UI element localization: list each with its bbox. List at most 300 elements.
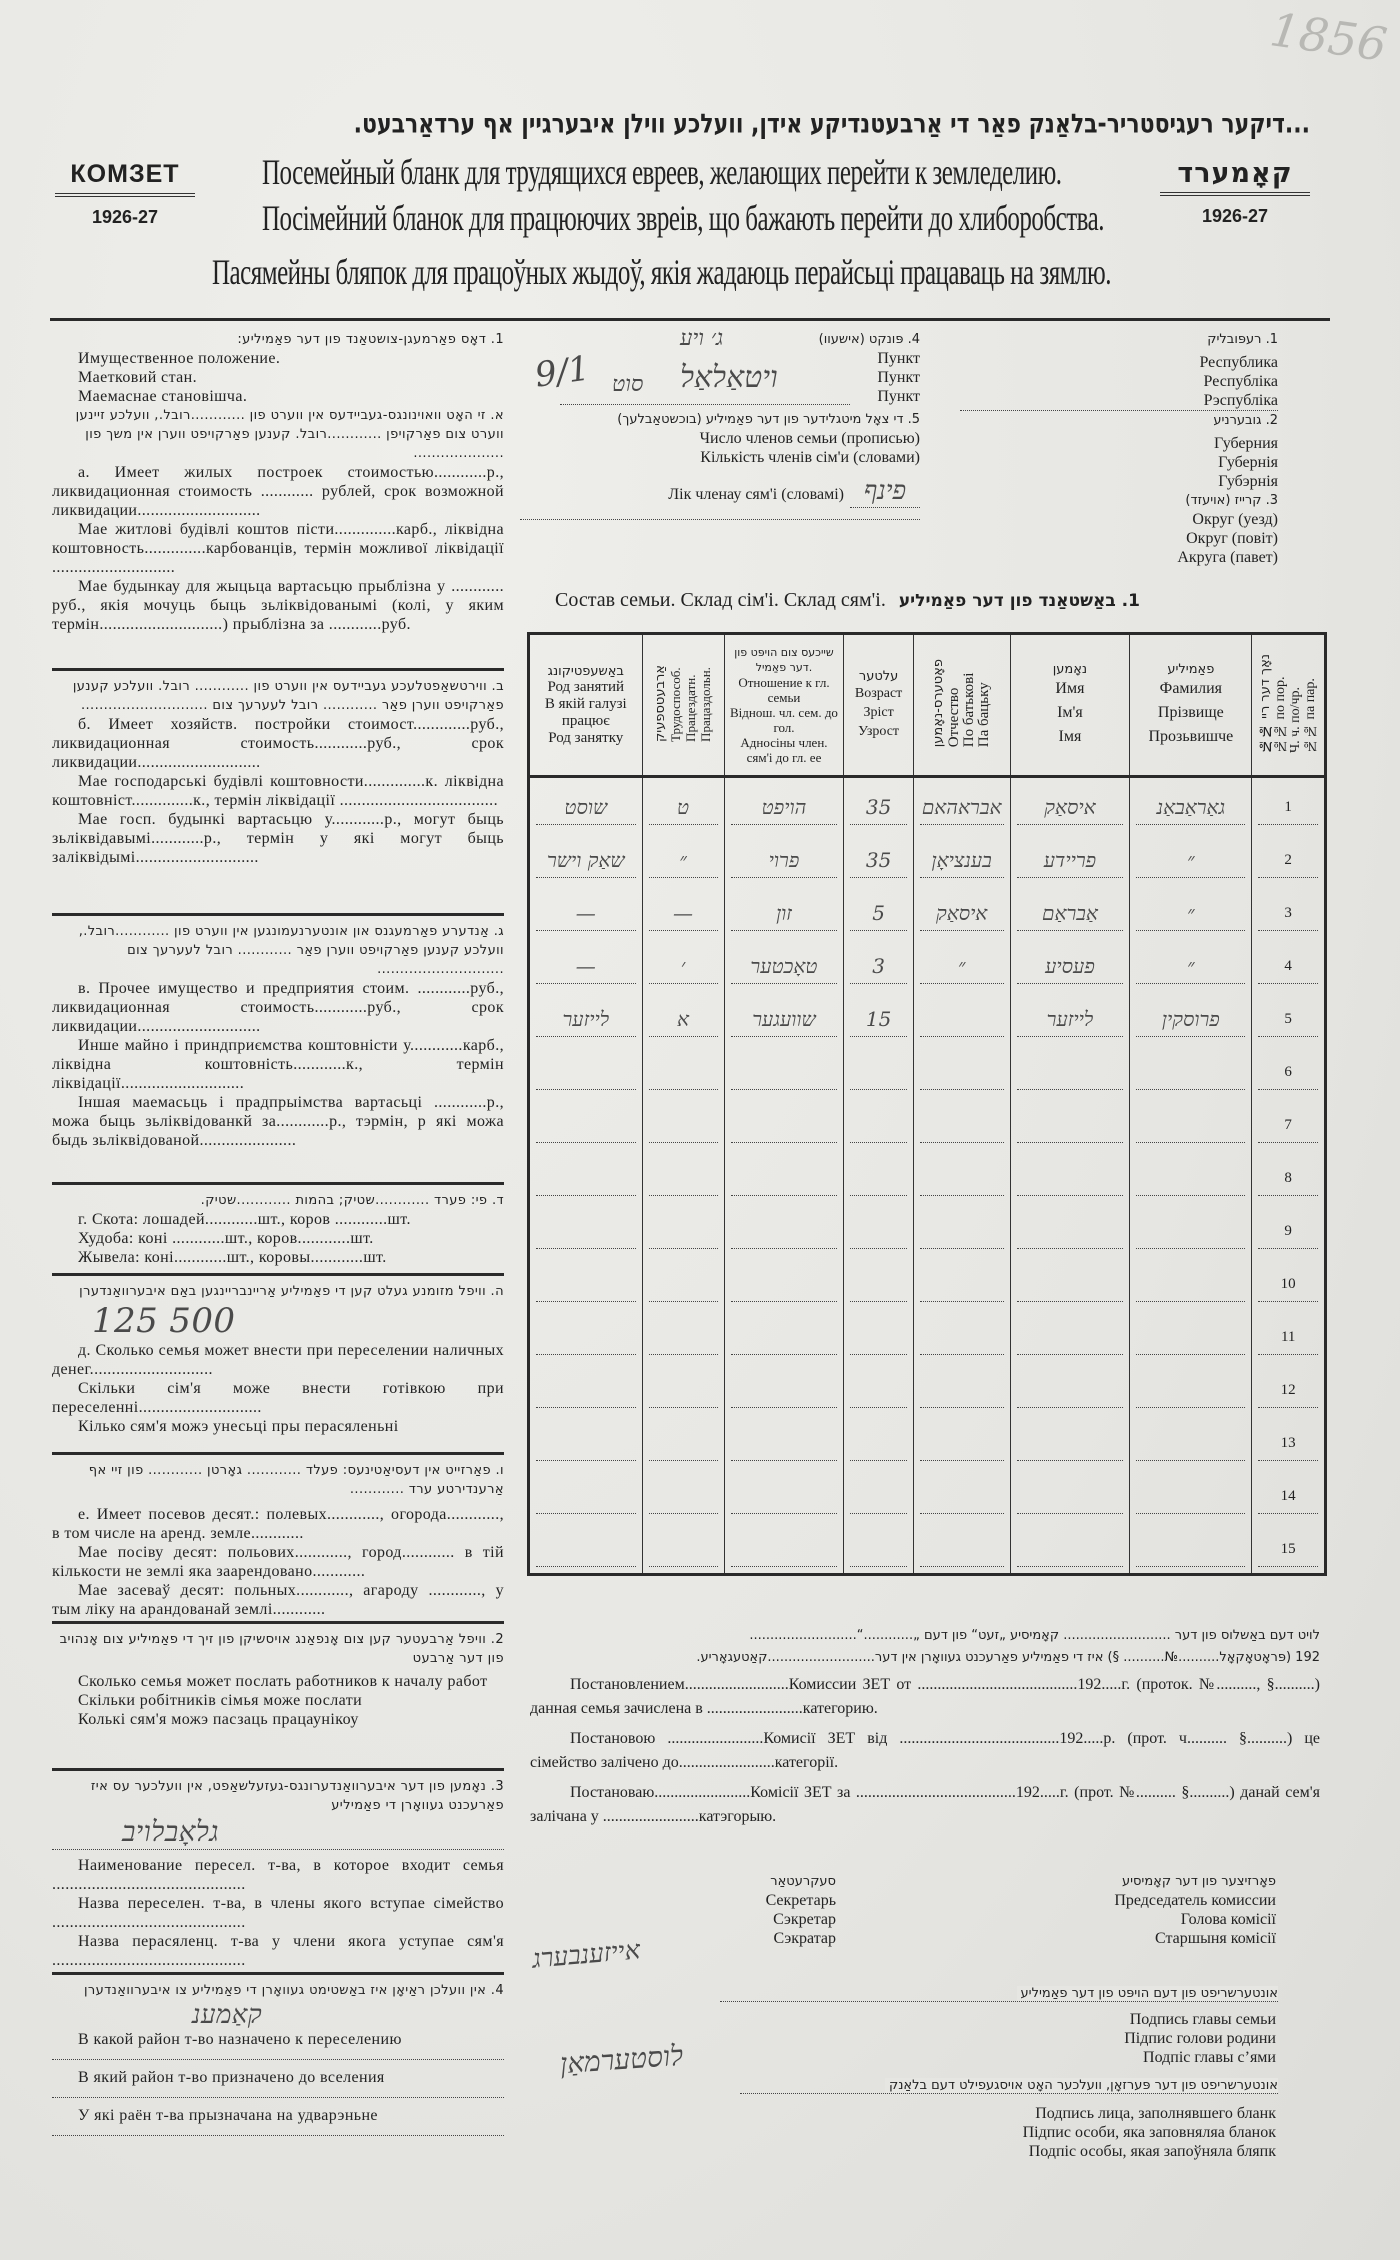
cell-patronymic[interactable] xyxy=(913,1043,1010,1096)
table-row xyxy=(529,831,1326,884)
handwritten-entry xyxy=(1017,1320,1124,1355)
cell-patronymic[interactable] xyxy=(913,1308,1010,1361)
cell-patronymic[interactable] xyxy=(913,831,1010,884)
col-label-ru: Трудоспособ. xyxy=(668,667,684,742)
handwritten-entry xyxy=(1017,1479,1124,1514)
family-heading xyxy=(555,588,1315,613)
row-number: 8 xyxy=(1258,1161,1318,1196)
item-ru: Наименование пересел. т-ва, в которое входит семья ............................................ xyxy=(52,1857,504,1893)
top-rule xyxy=(50,318,1330,321)
cell-number xyxy=(1252,1149,1326,1202)
cell-work-capacity[interactable] xyxy=(642,1202,724,1255)
table-row xyxy=(529,1467,1326,1520)
handwritten-entry xyxy=(1017,1532,1124,1567)
handwritten-entry xyxy=(850,1532,906,1567)
cell-work-capacity[interactable] xyxy=(642,1149,724,1202)
cell-work-capacity[interactable] xyxy=(642,831,724,884)
handwritten-entry: שאַק וישר xyxy=(536,843,636,878)
cell-occupation[interactable] xyxy=(529,1043,643,1096)
row-number: 2 xyxy=(1258,843,1318,878)
item-yiddish: 4. אין וועלכן ראַיאָן איז באַשטימט געוואָרן די פאַמיליע צו איבערוואַנדערן xyxy=(83,1983,504,1998)
handwritten-entry: זון xyxy=(731,896,838,931)
handwritten-entry xyxy=(536,1214,636,1249)
handwritten-entry: שוועגער xyxy=(731,1002,838,1037)
cell-age[interactable] xyxy=(844,1467,913,1520)
handwritten-entry xyxy=(731,1214,838,1249)
handwritten-entry: איסאַק xyxy=(920,896,1004,931)
secretary-by: Сэкратар xyxy=(773,1930,836,1947)
item-ru: г. Скота: лошадей............шт., коров ............шт. xyxy=(78,1211,411,1228)
col-label-ua: Прізвище xyxy=(1157,703,1224,721)
republic-by-label: Рэспубліка xyxy=(1203,392,1278,409)
cell-age[interactable] xyxy=(844,937,913,990)
handwritten-members: פינף xyxy=(850,475,920,508)
cell-work-capacity[interactable] xyxy=(642,884,724,937)
col-label-ru: Отношение к гл. семьи xyxy=(738,675,830,705)
col-relation xyxy=(724,634,844,777)
table-row xyxy=(529,1043,1326,1096)
handwritten-entry xyxy=(850,1267,906,1302)
cell-surname[interactable] xyxy=(1130,1361,1252,1414)
handwritten-entry xyxy=(1017,1161,1124,1196)
col-number xyxy=(1252,634,1326,777)
table-row xyxy=(529,1414,1326,1467)
chairman-block xyxy=(930,1872,1276,1948)
handwritten-entry xyxy=(731,1373,838,1408)
handwritten-entry xyxy=(649,1532,718,1567)
cell-work-capacity[interactable] xyxy=(642,937,724,990)
handwritten-entry: ״ xyxy=(1136,949,1245,984)
cell-age[interactable] xyxy=(844,990,913,1043)
col-label-yiddish: עלטער xyxy=(858,669,899,684)
okrug-ru: Округ (уезд) xyxy=(1192,511,1278,528)
cell-occupation[interactable] xyxy=(529,1308,643,1361)
cell-work-capacity[interactable] xyxy=(642,1096,724,1149)
filler-block xyxy=(820,2104,1276,2161)
fill-line xyxy=(52,1815,504,1850)
handwritten-cash: 125 500 xyxy=(92,1301,236,1341)
row-number: 6 xyxy=(1258,1055,1318,1090)
cell-name[interactable] xyxy=(1010,1043,1130,1096)
handwritten-entry xyxy=(1136,1532,1245,1567)
cell-name[interactable] xyxy=(1010,1467,1130,1520)
chairman-by: Старшыня комісії xyxy=(1155,1930,1276,1947)
col-label-ru: Род занятий xyxy=(547,678,625,695)
col-label-by: Працаздольн. xyxy=(698,667,714,742)
handwritten-entry xyxy=(731,1479,838,1514)
handwritten-entry xyxy=(649,1267,718,1302)
decision-block xyxy=(530,1626,1320,1829)
cell-age[interactable] xyxy=(844,1308,913,1361)
cell-name[interactable] xyxy=(1010,1202,1130,1255)
col-label-ua: Зріст xyxy=(863,705,894,720)
table-row xyxy=(529,1096,1326,1149)
members-by: Лік членау сям'і (словамі) xyxy=(668,486,844,503)
item-ru: а. Имеет жилых построек стоимостью............р., ликвидационная стоимость ............ рублей, срок возможной ликвидации............................ xyxy=(52,464,504,519)
cell-work-capacity[interactable] xyxy=(642,1414,724,1467)
col-patronymic xyxy=(913,634,1010,777)
col-surname xyxy=(1130,634,1252,777)
cell-surname[interactable] xyxy=(1130,1520,1252,1575)
cell-occupation[interactable] xyxy=(529,1361,643,1414)
col-label-yiddish: אַרבעטספעיק xyxy=(653,665,669,742)
table-row xyxy=(529,1361,1326,1414)
table-row xyxy=(529,1202,1326,1255)
table-row xyxy=(529,777,1326,832)
handwritten-entry xyxy=(850,1214,906,1249)
table-row xyxy=(529,1308,1326,1361)
handwritten-entry: פרוסקין xyxy=(1136,1002,1245,1037)
section-livestock xyxy=(52,1191,504,1271)
col-label-by: №№ па пар. xyxy=(1303,678,1319,753)
handwritten-entry: 15 xyxy=(850,1002,906,1037)
item-ua: Худоба: коні ............шт., коров............шт. xyxy=(78,1230,374,1247)
family-table xyxy=(527,632,1327,1576)
table-row xyxy=(529,1149,1326,1202)
filler-signature-line[interactable] xyxy=(740,2078,1278,2094)
heading-ua: Маетковий стан. xyxy=(78,369,198,386)
handwritten-entry xyxy=(920,1479,1004,1514)
cell-patronymic[interactable] xyxy=(913,1149,1010,1202)
cell-surname[interactable] xyxy=(1130,1149,1252,1202)
cell-occupation[interactable] xyxy=(529,1414,643,1467)
right-org: קאָמערד xyxy=(1177,158,1293,189)
head-yiddish: אונטערשריפט פון דעם הויפּט פון דער פאַמיליע xyxy=(1017,1986,1278,2001)
cell-surname[interactable] xyxy=(1130,831,1252,884)
cell-patronymic[interactable] xyxy=(913,1202,1010,1255)
section-rule xyxy=(52,1972,504,1975)
gubernia-ua: Губернія xyxy=(1218,454,1278,471)
cell-occupation[interactable] xyxy=(529,884,643,937)
cell-occupation[interactable] xyxy=(529,831,643,884)
handwritten-raion: קאַמענ xyxy=(192,2000,263,2030)
cell-surname[interactable] xyxy=(1130,1414,1252,1467)
cell-work-capacity[interactable] xyxy=(642,1467,724,1520)
cell-patronymic[interactable] xyxy=(913,777,1010,832)
col-label-by: Па бацьку xyxy=(976,682,993,748)
cell-relation[interactable] xyxy=(724,1414,844,1467)
location-block xyxy=(960,330,1278,567)
family-heading-yiddish: 1. באַשטאַנד פון דער פאַמיליע xyxy=(898,591,1140,611)
cell-age[interactable] xyxy=(844,1149,913,1202)
col-occupation xyxy=(529,634,643,777)
handwritten-date: 9/1 xyxy=(532,348,593,396)
cell-surname[interactable] xyxy=(1130,1467,1252,1520)
cell-surname[interactable] xyxy=(1130,1096,1252,1149)
cell-occupation[interactable] xyxy=(529,1467,643,1520)
handwritten-entry xyxy=(920,1214,1004,1249)
members-ru: Число членов семьи (прописью) xyxy=(699,430,920,447)
item-yiddish: ב. ווירטשאַפטלעכע געביידעס אין ווערט פון ............ רובל. וועלכע קענען פאַרקויפט ווערן פאַר ............ רובל לעערעך צום ............................ xyxy=(72,679,504,713)
decision-yiddish-2: 192 (פּראָטאָקאָל..........№.......... §) איז די פאַמיליע פאַרעכנט געוואָרן אין דער..........................קאַטעגאָריע. xyxy=(696,1650,1320,1665)
handwritten-entry xyxy=(649,1055,718,1090)
handwritten-entry xyxy=(1017,1267,1124,1302)
col-label-by: Род занятку xyxy=(548,729,624,746)
handwritten-entry xyxy=(1136,1479,1245,1514)
cell-name[interactable] xyxy=(1010,1096,1130,1149)
cell-surname[interactable] xyxy=(1130,990,1252,1043)
cell-relation[interactable] xyxy=(724,831,844,884)
row-number: 13 xyxy=(1258,1426,1318,1461)
item-ua: Мае житлові будівлі коштов пісти..............карб., ліквідна коштовность..............карбованців, термін можливої ліквідації ............................ xyxy=(52,521,504,576)
handwritten-entry xyxy=(1136,1055,1245,1090)
cell-name[interactable] xyxy=(1010,777,1130,832)
cell-patronymic[interactable] xyxy=(913,937,1010,990)
item-yiddish: ד. פי: פערד ............שטיק; בהמות ............שטיק. xyxy=(200,1193,504,1208)
row-number: 10 xyxy=(1258,1267,1318,1302)
item-ru: Сколько семья может послать работников к началу работ xyxy=(78,1673,488,1690)
okrug-ua: Округ (повіт) xyxy=(1186,530,1278,547)
cell-relation[interactable] xyxy=(724,777,844,832)
left-column xyxy=(52,330,504,2136)
cell-occupation[interactable] xyxy=(529,937,643,990)
col-label-by: Імя xyxy=(1058,727,1082,745)
cell-patronymic[interactable] xyxy=(913,1520,1010,1575)
filler-signature: לוסטערמאַן xyxy=(558,2038,685,2081)
handwritten-entry: פעסיע xyxy=(1017,949,1124,984)
handwritten-note: סוט xyxy=(612,372,644,397)
cell-work-capacity[interactable] xyxy=(642,1361,724,1414)
cell-patronymic[interactable] xyxy=(913,1096,1010,1149)
col-label-yiddish: שייכעס צום הויפּט פון דער פאַמיל. xyxy=(734,646,834,674)
cell-relation[interactable] xyxy=(724,1043,844,1096)
handwritten-entry xyxy=(920,1002,1004,1037)
section-rule xyxy=(52,668,504,671)
cell-work-capacity[interactable] xyxy=(642,990,724,1043)
item-yiddish: ו. פאַרזייט אין דעסיאַטינעס: פעלד ............ גאָרטן ............ פון זיי אף אַרענדירטע ערד ............ xyxy=(88,1463,504,1497)
decision-by: Постановаю........................Комісії ЗЕТ за ........................................192.....г. (прот. №.......... §..........) данай сем'я залічана у ........................катэгорыю. xyxy=(530,1784,1320,1825)
cell-occupation[interactable] xyxy=(529,777,643,832)
cell-relation[interactable] xyxy=(724,1096,844,1149)
cell-relation[interactable] xyxy=(724,1308,844,1361)
cell-relation[interactable] xyxy=(724,1202,844,1255)
cell-surname[interactable] xyxy=(1130,937,1252,990)
table-row xyxy=(529,1255,1326,1308)
handwritten-entry: איסאַק xyxy=(1017,790,1124,825)
handwritten-entry xyxy=(920,1373,1004,1408)
handwritten-entry: 35 xyxy=(850,843,906,878)
section-other-property xyxy=(52,922,504,1180)
section-cash xyxy=(52,1282,504,1450)
handwritten-entry xyxy=(536,1267,636,1302)
head-ua: Підпис голови родини xyxy=(1124,2030,1276,2047)
title-ukrainian: Посімейний бланок для працюючих звреів, що бажають перейти до хлиборобства. xyxy=(262,199,1104,239)
handwritten-entry: הויפט xyxy=(731,790,838,825)
cell-work-capacity[interactable] xyxy=(642,1043,724,1096)
handwritten-entry xyxy=(850,1479,906,1514)
cell-occupation[interactable] xyxy=(529,990,643,1043)
cell-age[interactable] xyxy=(844,1096,913,1149)
row-number: 3 xyxy=(1258,896,1318,931)
cell-age[interactable] xyxy=(844,1202,913,1255)
handwritten-punkt: ויטאַלאַל xyxy=(680,360,778,395)
fill-line xyxy=(52,2125,504,2136)
item-ua: Скільки сім'я може внести готівкою при переселенні............................ xyxy=(52,1380,504,1416)
cell-surname[interactable] xyxy=(1130,1043,1252,1096)
cell-relation[interactable] xyxy=(724,937,844,990)
punkt-fill-line xyxy=(560,404,850,405)
gubernia-yiddish: 2. גובערניע xyxy=(1213,413,1278,428)
handwritten-entry xyxy=(536,1108,636,1143)
handwritten-entry xyxy=(649,1373,718,1408)
cell-surname[interactable] xyxy=(1130,884,1252,937)
item-yiddish: 3. נאָמען פון דער איבערוואַנדערונגס-געזעלשאַפט, אין וועלכער עס איז פאַרעכנט געוואָרן די פאַמיליע xyxy=(90,1779,504,1813)
cell-surname[interactable] xyxy=(1130,777,1252,832)
handwritten-entry: ״ xyxy=(1136,843,1245,878)
handwritten-entry: א xyxy=(649,1002,718,1037)
handwritten-entry: 35 xyxy=(850,790,906,825)
section-raion xyxy=(52,1981,504,2136)
cell-name[interactable] xyxy=(1010,1520,1130,1575)
cell-age[interactable] xyxy=(844,1043,913,1096)
section-rule xyxy=(52,1621,504,1624)
cell-work-capacity[interactable] xyxy=(642,1255,724,1308)
item-yiddish: 2. וויפל אַרבעטער קען צום אָנפאַנג אויסשיקן פון זיך די פאַמיליע צום אָנהויב פון דער אַרבעט xyxy=(59,1632,504,1666)
cell-number xyxy=(1252,1520,1326,1575)
section-rule xyxy=(52,1273,504,1276)
item-yiddish: ה. וויפל מזומנע געלט קען די פאַמיליע אַריינבריינגען באַם איבערוואַנדערן xyxy=(79,1284,504,1299)
okrug-yiddish: 3. קרייז (אויעזד) xyxy=(1185,493,1278,508)
handwritten-entry xyxy=(920,1108,1004,1143)
secretary-ru: Секретарь xyxy=(765,1892,836,1909)
col-label-ru: №№ по пор. xyxy=(1273,676,1289,753)
handwritten-entry xyxy=(649,1426,718,1461)
filler-yiddish: אונטערשריפט פון דער פּערזאָן, וועלכער האָט אויסגעפילט דעם בלאַנק xyxy=(885,2078,1278,2093)
cell-name[interactable] xyxy=(1010,831,1130,884)
table-header-row xyxy=(529,634,1326,777)
cell-occupation[interactable] xyxy=(529,1202,643,1255)
secretary-signature: אייזענבערג xyxy=(530,1935,642,1975)
cell-work-capacity[interactable] xyxy=(642,777,724,832)
cell-name[interactable] xyxy=(1010,1255,1130,1308)
cell-work-capacity[interactable] xyxy=(642,1308,724,1361)
fill-line xyxy=(52,2087,504,2098)
handwritten-entry: טאָכטער xyxy=(731,949,838,984)
handwritten-entry: ״ xyxy=(920,949,1004,984)
col-label-ru: Имя xyxy=(1055,679,1085,697)
cell-name[interactable] xyxy=(1010,1414,1130,1467)
cell-relation[interactable] xyxy=(724,1361,844,1414)
cell-age[interactable] xyxy=(844,1361,913,1414)
item-ru: б. Имеет хозяйств. постройки стоимост.............руб., ликвидационная стоимость............руб., срок ликвидации............................ xyxy=(52,716,504,771)
right-year: 1926-27 xyxy=(1201,206,1269,226)
secretary-yiddish: סעקרעטאַר xyxy=(770,1874,836,1889)
cell-relation[interactable] xyxy=(724,884,844,937)
cell-relation[interactable] xyxy=(724,1255,844,1308)
filler-ua: Підпис особи, яка заповняляа бланок xyxy=(1022,2124,1276,2141)
cell-surname[interactable] xyxy=(1130,1308,1252,1361)
handwritten-entry xyxy=(920,1426,1004,1461)
handwritten-entry xyxy=(731,1055,838,1090)
handwritten-entry: ט xyxy=(649,790,718,825)
members-by-row xyxy=(520,475,920,511)
handwritten-entry xyxy=(850,1108,906,1143)
cell-patronymic[interactable] xyxy=(913,1467,1010,1520)
heading-by: Маемаснае становішча. xyxy=(78,388,248,405)
col-label-ru: Фамилия xyxy=(1159,679,1223,697)
handwritten-entry: פרוי xyxy=(731,843,838,878)
cell-occupation[interactable] xyxy=(529,1096,643,1149)
head-signature-line[interactable] xyxy=(720,1986,1278,2002)
cell-occupation[interactable] xyxy=(529,1149,643,1202)
cell-patronymic[interactable] xyxy=(913,1414,1010,1467)
handwritten-entry: אבראהאם xyxy=(920,790,1004,825)
head-block xyxy=(900,2010,1276,2067)
cell-occupation[interactable] xyxy=(529,1520,643,1575)
handwritten-entry xyxy=(1017,1055,1124,1090)
cell-surname[interactable] xyxy=(1130,1255,1252,1308)
col-label-by: Адносіны член. сям'і до гл. ее xyxy=(740,735,828,765)
section-yiddish: 1. דאָס פאַרמעגן-צושטאַנד פון דער פאַמיליע: xyxy=(237,332,504,347)
item-ua: В який район т-во призначено до вселения xyxy=(78,2069,385,2086)
cell-relation[interactable] xyxy=(724,1520,844,1575)
cell-occupation[interactable] xyxy=(529,1255,643,1308)
fill-line xyxy=(52,2049,504,2060)
cell-age[interactable] xyxy=(844,1255,913,1308)
handwritten-entry xyxy=(649,1108,718,1143)
cell-patronymic[interactable] xyxy=(913,884,1010,937)
cell-work-capacity[interactable] xyxy=(642,1520,724,1575)
cell-patronymic[interactable] xyxy=(913,1255,1010,1308)
cell-relation[interactable] xyxy=(724,1149,844,1202)
cell-name[interactable] xyxy=(1010,884,1130,937)
cell-age[interactable] xyxy=(844,1414,913,1467)
cell-name[interactable] xyxy=(1010,990,1130,1043)
item-by: Мае госп. будынкі вартасьцю у............р., могут быць зьліквідавымі............р., термін у які могут быць заліквідымі............................ xyxy=(52,811,504,866)
cell-surname[interactable] xyxy=(1130,1202,1252,1255)
item-ua: Инше майно і приндприємства коштовністи у............карб., ліквідна коштовність............к., термін ліквідації............................ xyxy=(52,1037,504,1092)
item-ua: Мае посіву десят: польових............, город............ в тій кількости не землі яка заарендовано............ xyxy=(52,1544,504,1580)
col-label-ua: Віднош. чл. сем. до гол. xyxy=(730,705,838,735)
col-label-ru: Отчество xyxy=(946,687,963,748)
handwritten-entry xyxy=(731,1320,838,1355)
cell-name[interactable] xyxy=(1010,1308,1130,1361)
col-label-ua: В якій галузі працює xyxy=(544,695,627,729)
handwritten-entry: 5 xyxy=(850,896,906,931)
section-society xyxy=(52,1777,504,1970)
cell-patronymic[interactable] xyxy=(913,1361,1010,1414)
cell-age[interactable] xyxy=(844,1520,913,1575)
cell-number xyxy=(1252,1096,1326,1149)
handwritten-entry xyxy=(920,1320,1004,1355)
table-row xyxy=(529,937,1326,990)
col-label-by: Прозьвишче xyxy=(1148,727,1234,745)
cell-age[interactable] xyxy=(844,777,913,832)
cell-name[interactable] xyxy=(1010,1149,1130,1202)
handwritten-entry: — xyxy=(649,896,718,931)
cell-patronymic[interactable] xyxy=(913,990,1010,1043)
col-label-yiddish: פאַמיליע xyxy=(1167,661,1215,677)
cell-age[interactable] xyxy=(844,831,913,884)
logo-underline xyxy=(1160,192,1310,196)
handwritten-entry xyxy=(536,1320,636,1355)
handwritten-entry xyxy=(649,1320,718,1355)
republic-by[interactable] xyxy=(960,391,1278,411)
cell-age[interactable] xyxy=(844,884,913,937)
handwritten-entry: ׳ xyxy=(649,949,718,984)
handwritten-entry xyxy=(1136,1108,1245,1143)
cell-relation[interactable] xyxy=(724,990,844,1043)
cell-name[interactable] xyxy=(1010,937,1130,990)
decision-ua: Постановою ........................Комисії ЗЕТ від ........................................192.....р. (прот. ч.......... §..........) це сімейство залічено до........................категорії. xyxy=(530,1730,1320,1771)
cell-name[interactable] xyxy=(1010,1361,1130,1414)
handwritten-entry xyxy=(1017,1214,1124,1249)
item-by: Жывела: коні............шт., коровы............шт. xyxy=(78,1249,387,1266)
cell-relation[interactable] xyxy=(724,1467,844,1520)
row-number: 12 xyxy=(1258,1373,1318,1408)
handwritten-entry xyxy=(536,1426,636,1461)
cell-number xyxy=(1252,777,1326,832)
